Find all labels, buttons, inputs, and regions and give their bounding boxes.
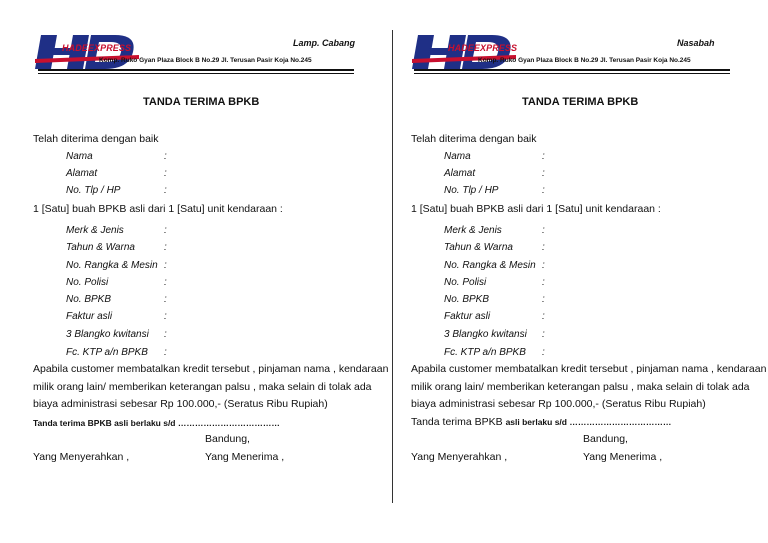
field-colon: : bbox=[542, 260, 545, 271]
receipt-customer-copy bbox=[392, 0, 768, 543]
field-colon: : bbox=[542, 294, 545, 305]
field-colon: : bbox=[542, 185, 545, 196]
field-merk: Merk & Jenis bbox=[444, 225, 502, 236]
validity-line: Tanda terima BPKB asli berlaku s/d ……………………………… bbox=[33, 418, 280, 428]
field-colon: : bbox=[542, 347, 545, 358]
field-colon: : bbox=[542, 168, 545, 179]
field-faktur: Faktur asli bbox=[66, 311, 113, 322]
field-colon: : bbox=[542, 277, 545, 288]
field-alamat: Alamat bbox=[444, 168, 476, 179]
signature-giver: Yang Menyerahkan , bbox=[33, 451, 130, 463]
field-colon: : bbox=[542, 329, 545, 340]
field-phone: No. Tlp / HP bbox=[66, 185, 121, 196]
field-colon: : bbox=[164, 225, 167, 236]
logo-wordmark: HADEEXPRESS bbox=[448, 43, 518, 53]
terms-line: biaya administrasi sebesar Rp 100.000,- (Seratus Ribu Rupiah) bbox=[411, 398, 706, 410]
company-address: Komp. Ruko Gyan Plaza Block B No.29 Jl. Terusan Pasir Koja No.245 bbox=[99, 57, 312, 64]
field-tahun: Tahun & Warna bbox=[444, 242, 513, 253]
document-title: TANDA TERIMA BPKB bbox=[143, 96, 260, 108]
field-phone: No. Tlp / HP bbox=[444, 185, 499, 196]
field-colon: : bbox=[164, 185, 167, 196]
field-nama: Nama bbox=[444, 151, 471, 162]
field-rangka: No. Rangka & Mesin bbox=[66, 260, 158, 271]
terms-line: Apabila customer membatalkan kredit tersebut , pinjaman nama , kendaraan bbox=[33, 363, 389, 375]
field-tahun: Tahun & Warna bbox=[66, 242, 135, 253]
header-rule bbox=[38, 69, 354, 71]
signature-receiver: Yang Menerima , bbox=[583, 451, 663, 463]
field-merk: Merk & Jenis bbox=[66, 225, 124, 236]
field-colon: : bbox=[164, 277, 167, 288]
field-colon: : bbox=[542, 225, 545, 236]
field-colon: : bbox=[542, 151, 545, 162]
field-colon: : bbox=[542, 242, 545, 253]
field-colon: : bbox=[164, 311, 167, 322]
field-nama: Nama bbox=[66, 151, 93, 162]
copy-label: Nasabah bbox=[677, 38, 715, 48]
field-colon: : bbox=[164, 168, 167, 179]
field-bpkb: No. BPKB bbox=[66, 294, 112, 305]
field-colon: : bbox=[164, 242, 167, 253]
terms-line: biaya administrasi sebesar Rp 100.000,- (Seratus Ribu Rupiah) bbox=[33, 398, 328, 410]
signature-city: Bandung, bbox=[205, 433, 250, 445]
header-rule bbox=[414, 69, 730, 71]
terms-line: milik orang lain/ memberikan keterangan palsu , maka selain di tolak ada bbox=[411, 381, 750, 393]
field-polisi: No. Polisi bbox=[444, 277, 487, 288]
terms-line: Apabila customer membatalkan kredit tersebut , pinjaman nama , kendaraan bbox=[411, 363, 767, 375]
field-colon: : bbox=[542, 311, 545, 322]
header-rule-thin bbox=[414, 73, 730, 74]
field-ktp: Fc. KTP a/n BPKB bbox=[66, 347, 148, 358]
field-kwitansi: 3 Blangko kwitansi bbox=[66, 329, 149, 340]
intro-text: Telah diterima dengan baik bbox=[411, 133, 537, 145]
field-faktur: Faktur asli bbox=[444, 311, 491, 322]
company-address: Komp. Ruko Gyan Plaza Block B No.29 Jl. Terusan Pasir Koja No.245 bbox=[478, 57, 691, 64]
vehicle-intro: 1 [Satu] buah BPKB asli dari 1 [Satu] unit kendaraan : bbox=[33, 203, 283, 215]
field-alamat: Alamat bbox=[66, 168, 98, 179]
validity-rest: asli berlaku s/d ……………………………… bbox=[505, 417, 672, 427]
field-ktp: Fc. KTP a/n BPKB bbox=[444, 347, 526, 358]
signature-giver: Yang Menyerahkan , bbox=[411, 451, 508, 463]
field-bpkb: No. BPKB bbox=[444, 294, 490, 305]
field-polisi: No. Polisi bbox=[66, 277, 109, 288]
logo-wordmark: HADEEXPRESS bbox=[62, 43, 132, 53]
copy-label: Lamp. Cabang bbox=[293, 38, 356, 48]
terms-line: milik orang lain/ memberikan keterangan palsu , maka selain di tolak ada bbox=[33, 381, 372, 393]
signature-receiver: Yang Menerima , bbox=[205, 451, 285, 463]
field-colon: : bbox=[164, 151, 167, 162]
field-kwitansi: 3 Blangko kwitansi bbox=[444, 329, 527, 340]
field-colon: : bbox=[164, 329, 167, 340]
vehicle-intro: 1 [Satu] buah BPKB asli dari 1 [Satu] unit kendaraan : bbox=[411, 203, 661, 215]
field-colon: : bbox=[164, 347, 167, 358]
field-colon: : bbox=[164, 294, 167, 305]
header-rule-thin bbox=[38, 73, 354, 74]
field-rangka: No. Rangka & Mesin bbox=[444, 260, 536, 271]
intro-text: Telah diterima dengan baik bbox=[33, 133, 159, 145]
validity-line bbox=[411, 416, 671, 428]
document-title: TANDA TERIMA BPKB bbox=[522, 96, 639, 108]
field-colon: : bbox=[164, 260, 167, 271]
signature-city: Bandung, bbox=[583, 433, 628, 445]
validity-lead: Tanda terima BPKB bbox=[411, 416, 503, 428]
